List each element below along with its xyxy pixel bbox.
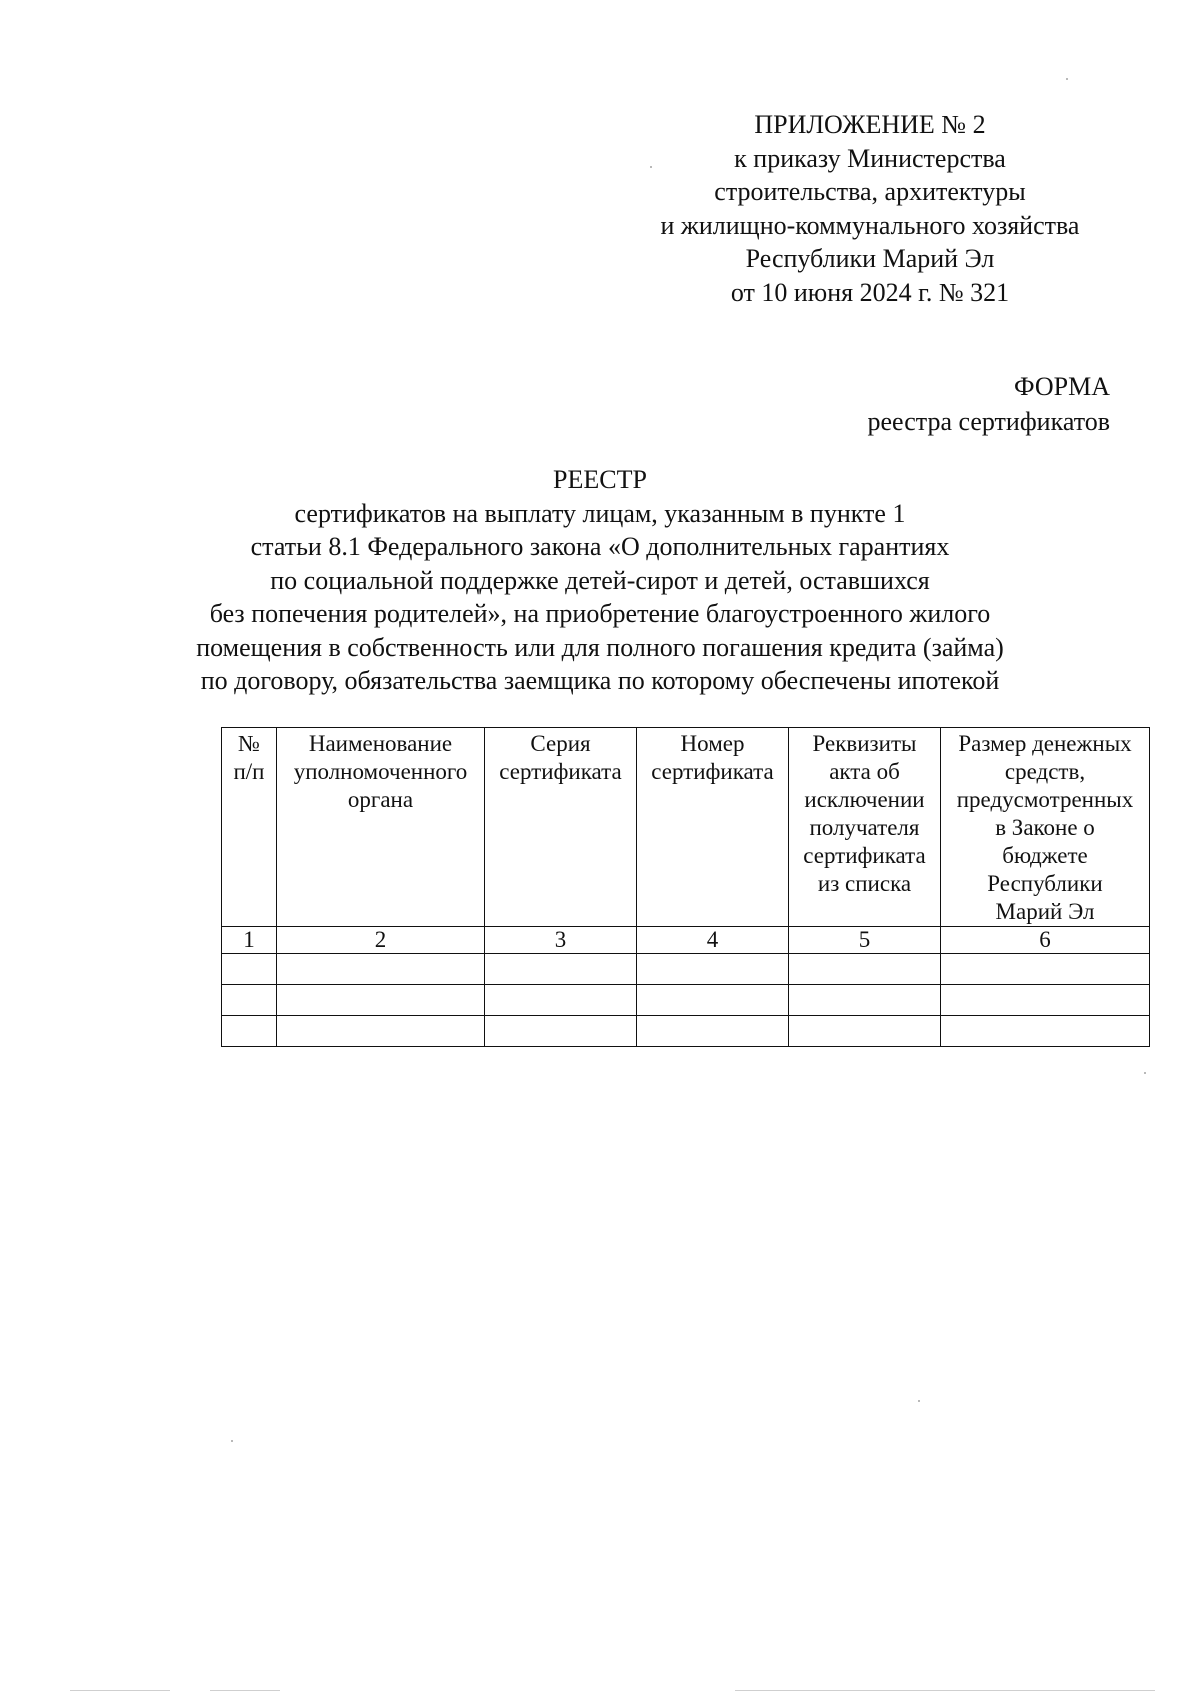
scan-speck: [1066, 78, 1068, 80]
table-cell: [277, 985, 485, 1016]
form-label: [868, 369, 1110, 439]
scan-speck: [918, 1400, 920, 1402]
form-label-title: ФОРМА: [1014, 372, 1110, 401]
table-cell: [222, 954, 277, 985]
scan-speck: [231, 1440, 233, 1442]
annex-order-date: от 10 июня 2024 г. № 321: [730, 277, 1010, 307]
table-row: [222, 1016, 1150, 1047]
table-cell: [222, 985, 277, 1016]
column-number: 2: [277, 927, 485, 954]
column-number: 3: [485, 927, 637, 954]
document-title: [170, 463, 1030, 698]
annex-order-line: к приказу Министерства: [734, 143, 1006, 173]
table-cell: [941, 954, 1150, 985]
title-line-6: по договору, обязательства заемщика по которому обеспечены ипотекой: [200, 666, 1000, 695]
document-heading: РЕЕСТР: [553, 465, 647, 494]
table-cell: [789, 954, 941, 985]
annex-ministry-line-1: строительства, архитектуры: [714, 177, 1026, 206]
table-cell: [789, 985, 941, 1016]
table-row: [222, 954, 1150, 985]
form-label-subtitle: реестра сертификатов: [867, 407, 1110, 436]
header-cell-authority: Наименование уполномоченного органа: [277, 728, 485, 927]
annex-ministry-line-2: и жилищно-коммунального хозяйства: [660, 210, 1080, 240]
title-line-5: помещения в собственность или для полного погашения кредита (займа): [196, 632, 1004, 662]
table-cell: [277, 954, 485, 985]
title-line-3: по социальной поддержке детей-сирот и детей, оставшихся: [270, 565, 930, 595]
table-cell: [789, 1016, 941, 1047]
table-cell: [277, 1016, 485, 1047]
scan-edge-line: [210, 1690, 280, 1691]
table-cell: [485, 954, 637, 985]
title-line-4: без попечения родителей», на приобретение благоустроенного жилого: [209, 599, 991, 628]
scan-edge-line: [735, 1690, 1155, 1691]
table-cell: [637, 1016, 789, 1047]
table-cell: [637, 985, 789, 1016]
table-cell: [941, 985, 1150, 1016]
scan-speck: [1144, 1072, 1146, 1074]
table-cell: [222, 1016, 277, 1047]
title-line-2: статьи 8.1 Федерального закона «О дополнительных гарантиях: [250, 532, 950, 561]
scan-edge-line: [70, 1690, 170, 1691]
annex-republic: Республики Марий Эл: [745, 244, 995, 273]
table-row: [222, 985, 1150, 1016]
header-cell-number: № п/п: [222, 728, 277, 927]
column-number: 6: [941, 927, 1150, 954]
header-cell-exclusion-act: Реквизиты акта об исключении получателя сертификата из списка: [789, 728, 941, 927]
column-number: 4: [637, 927, 789, 954]
header-cell-cert-number: Номер сертификата: [637, 728, 789, 927]
annex-header: [630, 108, 1110, 309]
header-cell-amount: Размер денежных средств, предусмотренных в Законе о бюджете Республики Марий Эл: [941, 728, 1150, 927]
table-cell: [485, 1016, 637, 1047]
column-number: 5: [789, 927, 941, 954]
column-number: 1: [222, 927, 277, 954]
table-cell: [637, 954, 789, 985]
title-line-1: сертификатов на выплату лицам, указанным в пункте 1: [294, 498, 906, 528]
column-number-row: [222, 927, 1150, 954]
registry-table: [221, 727, 1150, 1047]
table-cell: [941, 1016, 1150, 1047]
table-header-row: [222, 728, 1150, 927]
annex-number: ПРИЛОЖЕНИЕ № 2: [754, 110, 986, 139]
scan-speck: [650, 166, 652, 168]
table-cell: [485, 985, 637, 1016]
header-cell-series: Серия сертификата: [485, 728, 637, 927]
